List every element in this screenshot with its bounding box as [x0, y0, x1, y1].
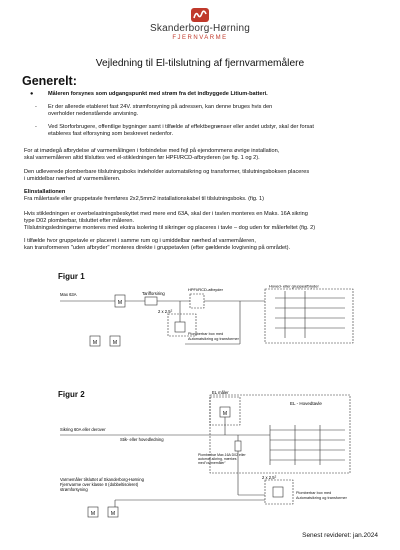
dash-item: Er der allerede etableret fast 24V. strømforsyning på adressen, kan denne bruges hvis den overholder nedenstående anvisning.: [48, 104, 273, 117]
bullet-icon: ●: [30, 91, 34, 97]
paragraph: For at imødegå afbrydelse af varmemålingen i forbindelse med fejl på ejendommens øvrige installation, skal varmemåleren altid tilsluttes ved el-stikledningen før HPFI/RCD-afbryderen (se fig. 1 og 2).: [24, 148, 280, 161]
figure2-title: Figur 2: [58, 390, 85, 399]
figure1-max-label: Max 63A: [60, 292, 77, 297]
section-heading: Generelt:: [22, 74, 77, 88]
elinstall-text: Fra målertavle eller gruppetavle fremføres 2x2,5mm2 installationskabel til tilslutningsboks. (fig. 1): [24, 196, 265, 202]
figure2-varme-line2: Fjernvarme over klasse II (dobbeltisoleret): [60, 482, 139, 487]
meter-icon: M: [90, 511, 96, 517]
paragraph: Den udleverede plomberbare tilslutningsboks indeholder automatsikring og transformer, tilslutningsboksen placeres i umiddelbar nærhed af varmemåleren.: [24, 169, 310, 182]
figure1-diagram: [40, 283, 360, 364]
figure2-stik-label: Stik- eller hovedledning: [120, 437, 164, 442]
figure1-box-label: Plomberbar box med Automatsikring og transformer: [188, 332, 239, 341]
figure1-title: Figur 1: [58, 272, 85, 281]
bullet-text: Måleren forsynes som udgangspunkt med strøm fra det indbyggede Litium-batteri.: [48, 91, 268, 97]
logo-name: Skanderborg-Hørning: [150, 23, 250, 34]
logo-subtitle: FJERNVARME: [172, 35, 228, 41]
footer-revision: Senest revideret: jan.2024: [302, 532, 378, 539]
figure1-tarif-label: Tarifforsiring: [142, 291, 165, 296]
figure2-cable-label: 2 x $2,5^2$: [262, 474, 277, 480]
figure2-box-label: Plomberbar box med Automatsikring og transformer: [296, 491, 347, 500]
dash-icon: -: [35, 104, 37, 110]
meter-icon: M: [92, 340, 98, 346]
meter-icon: M: [222, 411, 228, 417]
logo: [0, 8, 400, 41]
figure1-hpfi-label: HPFI/RCD-afbryder: [188, 287, 223, 292]
figure1-gruppe-label: Hoved- eller gruppeafbryder: [269, 283, 319, 289]
dash-item: Ved Storforbrugere, offentlige bygninger samt i tilfælde af effektbegrænser eller andet udstyr, skal der forsat etableres fast elforsyning som beskrevet nedenfor.: [48, 124, 314, 137]
meter-icon: M: [112, 340, 118, 346]
figure2-elmaler-label: EL måler: [212, 390, 229, 395]
figure2-varme-line3: strømforsyning: [60, 487, 88, 492]
figure2-sikring-label: Sikring 60A eller derover: [60, 427, 106, 432]
figure2-plomber-label: Plomberbar Max.16A D02 eller automat-sikring, mærkes med"varmemåler": [198, 453, 246, 466]
dash-icon: -: [35, 124, 37, 130]
figure1-cable-label: 2 x $2,5^2$: [158, 308, 173, 314]
page-title: Vejledning til El-tilslutning af fjernvarmemålere: [95, 58, 305, 69]
logo-icon: [191, 8, 209, 22]
figure2-varme-line1: Varmemåler tilsluttet af Skanderborg-Hørning: [60, 477, 144, 482]
paragraph: Hvis stikledningen er overbelastningsbeskyttet med mere end 63A, skal der i tavlen monteres en Maks. 16A sikring type D02 plomberbar, tilsluttet efter måleren. Tilslutningsledningerne monteres med ekstra isolering til sikringer og placeres i tavle – dog uden for målerfeltet (fig. 2): [24, 211, 316, 231]
elinstall-heading: Elinstallationen: [24, 189, 66, 195]
figure2-hovedtavle-label: EL - Hovedtavle: [290, 401, 322, 406]
meter-icon: M: [110, 511, 116, 517]
paragraph: I tilfælde hvor gruppetavle er placeret i samme rum og i umiddelbar nærhed af varmemåleren, kan transformeren "uden afbryder" monteres direkte i gruppetavlen (efter gældende lovgivning på området).: [24, 238, 291, 251]
meter-icon: M: [117, 300, 123, 306]
